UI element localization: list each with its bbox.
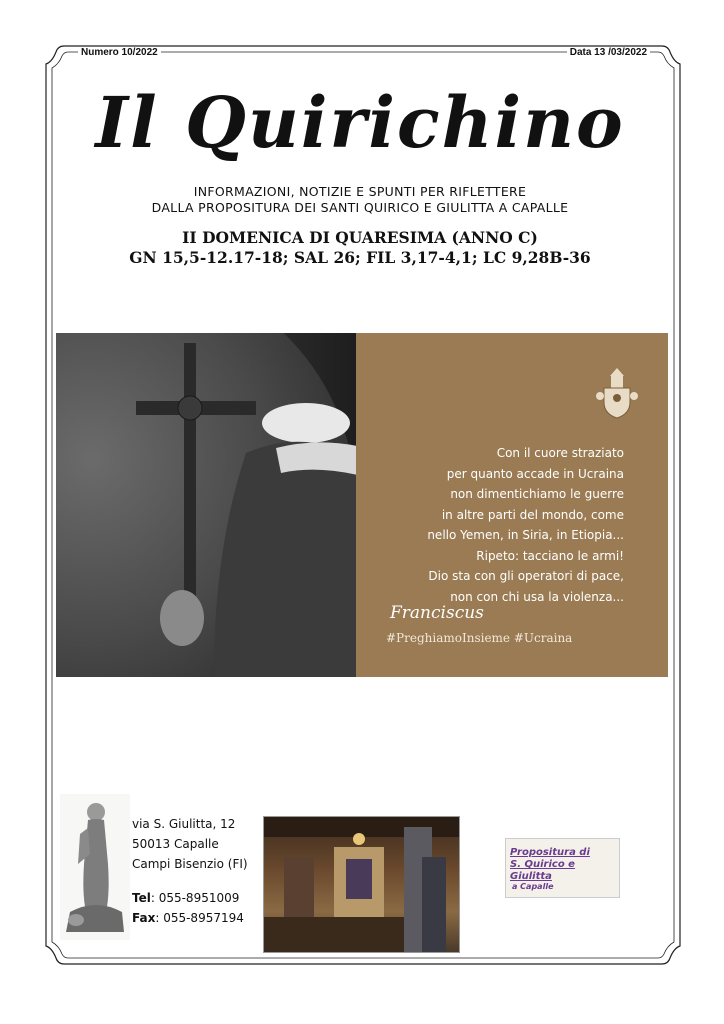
pope-quote [324, 443, 624, 607]
quote-line: Dio sta con gli operatori di pace, [428, 569, 624, 583]
parish-logo [505, 838, 620, 898]
address-street: via S. Giulitta, 12 [132, 817, 236, 831]
tel-label: Tel [132, 891, 151, 905]
fax-label: Fax [132, 911, 156, 925]
fax-line [132, 908, 248, 928]
subtitle-line-2: DALLA PROPOSITURA DEI SANTI QUIRICO E GIULITTA A CAPALLE [151, 200, 569, 215]
phone-line [132, 888, 248, 908]
logo-line-1: Propositura di [510, 847, 590, 858]
pope-photo [56, 333, 356, 677]
issue-date: Data 13 /03/2022 [567, 47, 650, 58]
quote-line: Ripeto: tacciano le armi! [476, 548, 624, 563]
tel-number: : 055-8951009 [150, 891, 240, 905]
papal-coat-of-arms-icon [594, 366, 640, 420]
address-postal: 50013 Capalle [132, 837, 219, 851]
logo-text [510, 847, 619, 883]
logo-line-3: a Capalle [512, 882, 554, 891]
pope-signature: Franciscus [390, 603, 484, 623]
logo-line-2: S. Quirico e Giulitta [510, 859, 575, 882]
quote-line: non dimentichiamo le guerre [450, 487, 624, 501]
liturgy-sunday: II DOMENICA DI QUARESIMA (ANNO C) [182, 228, 538, 247]
saint-statue-image [60, 794, 130, 940]
liturgy-heading [70, 228, 650, 268]
issue-number: Numero 10/2022 [78, 47, 161, 58]
masthead-subtitle [70, 184, 650, 216]
masthead-title: Il Quirichino [95, 81, 625, 164]
fax-number: : 055-8957194 [155, 911, 244, 925]
parish-address [132, 814, 248, 928]
quote-line: Con il cuore straziato [496, 446, 624, 460]
liturgy-readings: GN 15,5-12.17-18; SAL 26; FIL 3,17-4,1; LC 9,28B-36 [129, 248, 591, 267]
quote-line: non con chi usa la violenza... [450, 589, 624, 604]
quote-line: nello Yemen, in Siria, in Etiopia... [427, 528, 624, 542]
church-interior-photo [263, 816, 460, 953]
quote-line: per quanto accade in Ucraina [446, 466, 624, 481]
pope-quote-banner [56, 333, 668, 677]
quote-line: in altre parti del mondo, come [441, 507, 624, 522]
subtitle-line-1: INFORMAZIONI, NOTIZIE E SPUNTI PER RIFLETTERE [193, 184, 527, 199]
hashtags: #PreghiamoInsieme #Ucraina [386, 631, 573, 645]
address-city: Campi Bisenzio (FI) [132, 857, 248, 871]
